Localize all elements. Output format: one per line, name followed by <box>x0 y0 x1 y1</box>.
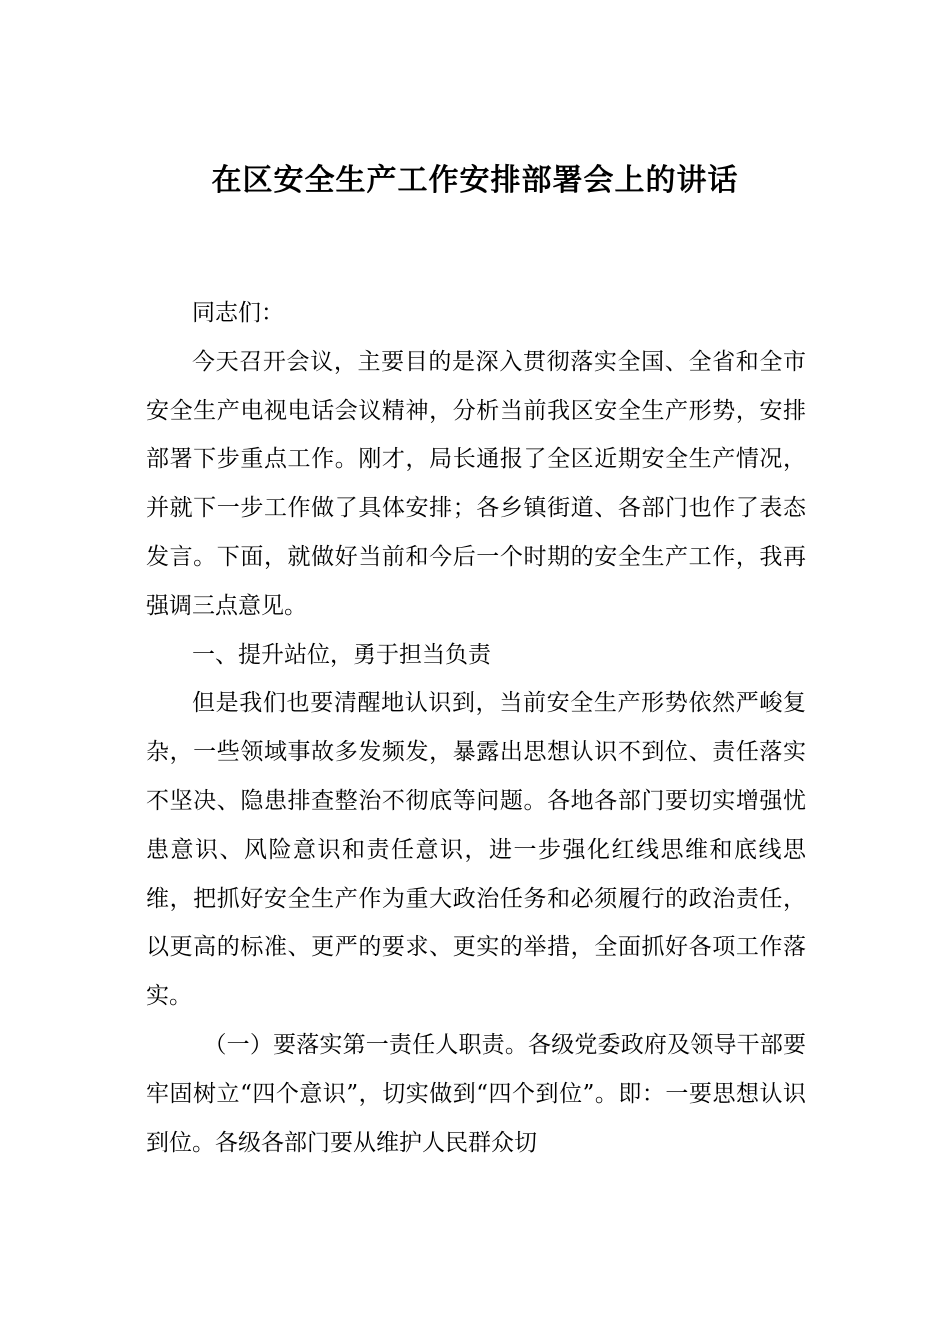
document-title: 在区安全生产工作安排部署会上的讲话 <box>211 163 739 198</box>
section-heading-1: 一、提升站位，勇于担当负责 <box>192 641 491 668</box>
paragraph-situation: 但是我们也要清醒地认识到，当前安全生产形势依然严峻复杂，一些领域事故多发频发，暴露出思想认识不到位、责任落实不坚决、隐患排查整治不彻底等问题。各地各部门要切实增强忧患意识、风险意识和责任意识，进一步强化红线思维和底线思维，把抓好安全生产作为重大政治任务和必须履行的政治责任，以更高的标准、更严的要求、更实的举措，全面抓好各项工作落实。 <box>146 690 806 1010</box>
salutation: 同志们： <box>192 300 284 326</box>
document-body <box>146 289 806 1167</box>
paragraph-intro: 今天召开会议，主要目的是深入贯彻落实全国、全省和全市安全生产电视电话会议精神，分析当前我区安全生产形势，安排部署下步重点工作。刚才，局长通报了全区近期安全生产情况，并就下一步工作做了具体安排；各乡镇街道、各部门也作了表态发言。下面，就做好当前和今后一个时期的安全生产工作，我再强调三点意见。 <box>146 348 806 619</box>
subsection-1: （一）要落实第一责任人职责。各级党委政府及领导干部要牢固树立“四个意识”，切实做到“四个到位”。即：一要思想认识到位。各级各部门要从维护人民群众切 <box>146 1031 806 1156</box>
